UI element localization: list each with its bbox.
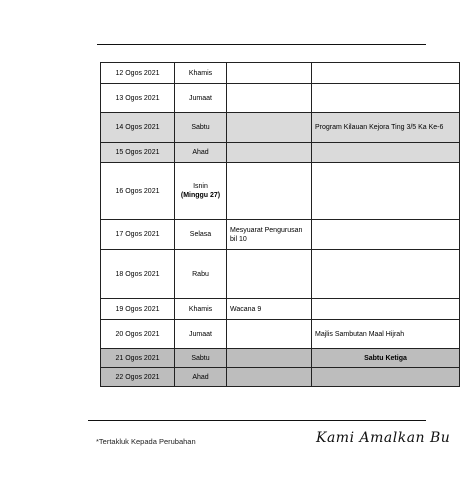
event-cell-2 <box>312 163 460 220</box>
day-cell <box>175 368 227 387</box>
calendar-body <box>101 63 460 387</box>
calendar-row <box>101 250 460 299</box>
week-note: (Minggu 27) <box>180 192 221 199</box>
day-label: Ahad <box>192 373 209 381</box>
date-cell: 18 Ogos 2021 <box>101 250 175 299</box>
event-cell-2: Majlis Sambutan Maal Hijrah <box>312 320 460 349</box>
event-cell-1 <box>227 250 312 299</box>
date-cell: 14 Ogos 2021 <box>101 113 175 143</box>
day-label: Rabu <box>192 270 209 278</box>
event-cell-1 <box>227 84 312 113</box>
bottom-rule <box>88 420 426 421</box>
event-cell-1 <box>227 113 312 143</box>
footer-motto: Kami Amalkan Bu <box>316 430 451 446</box>
day-label: Jumaat <box>189 94 212 102</box>
day-label: Sabtu <box>191 354 210 362</box>
event-cell-2 <box>312 220 460 250</box>
event-cell-2 <box>312 368 460 387</box>
calendar-row <box>101 299 460 320</box>
calendar-table <box>100 62 460 387</box>
day-cell <box>175 84 227 113</box>
event-cell-2: Program Kilauan Kejora Ting 3/5 Ka Ke-6 <box>312 113 460 143</box>
date-cell: 15 Ogos 2021 <box>101 143 175 163</box>
day-label: Sabtu <box>191 124 210 131</box>
event-cell-1: Wacana 9 <box>227 299 312 320</box>
day-label: Khamis <box>188 305 213 313</box>
event-cell-2 <box>312 84 460 113</box>
date-cell: 12 Ogos 2021 <box>101 63 175 84</box>
calendar-row <box>101 63 460 84</box>
event-cell-1 <box>227 368 312 387</box>
calendar-row <box>101 349 460 368</box>
day-cell <box>175 63 227 84</box>
calendar-row <box>101 143 460 163</box>
event-cell-2 <box>312 63 460 84</box>
event-cell-1 <box>227 320 312 349</box>
calendar-row <box>101 84 460 113</box>
day-cell <box>175 299 227 320</box>
calendar-row <box>101 220 460 250</box>
date-cell: 20 Ogos 2021 <box>101 320 175 349</box>
day-cell <box>175 349 227 368</box>
calendar-row <box>101 320 460 349</box>
event-cell-1: Mesyuarat Pengurusan bil 10 <box>227 220 312 250</box>
day-cell <box>175 143 227 163</box>
day-cell <box>175 320 227 349</box>
day-cell <box>175 113 227 143</box>
calendar-row <box>101 368 460 387</box>
event-cell-2 <box>312 299 460 320</box>
day-cell <box>175 250 227 299</box>
date-cell: 17 Ogos 2021 <box>101 220 175 250</box>
date-cell: 13 Ogos 2021 <box>101 84 175 113</box>
day-label: Jumaat <box>189 330 212 338</box>
event-cell-2 <box>312 250 460 299</box>
day-label: Isnin <box>193 183 208 190</box>
event-cell-1 <box>227 143 312 163</box>
date-cell: 21 Ogos 2021 <box>101 349 175 368</box>
event-cell-2: Sabtu Ketiga <box>312 349 460 368</box>
event-cell-1 <box>227 63 312 84</box>
event-cell-1 <box>227 163 312 220</box>
date-cell: 19 Ogos 2021 <box>101 299 175 320</box>
day-cell <box>175 220 227 250</box>
calendar-row <box>101 163 460 220</box>
event-cell-2 <box>312 143 460 163</box>
day-label: Ahad <box>192 149 209 156</box>
date-cell: 16 Ogos 2021 <box>101 163 175 220</box>
date-cell: 22 Ogos 2021 <box>101 368 175 387</box>
event-cell-1 <box>227 349 312 368</box>
day-cell <box>175 163 227 220</box>
day-label: Khamis <box>188 69 213 77</box>
top-rule <box>97 44 426 45</box>
day-label: Selasa <box>189 231 212 238</box>
footer-note: *Tertakluk Kepada Perubahan <box>96 437 196 446</box>
calendar-row <box>101 113 460 143</box>
